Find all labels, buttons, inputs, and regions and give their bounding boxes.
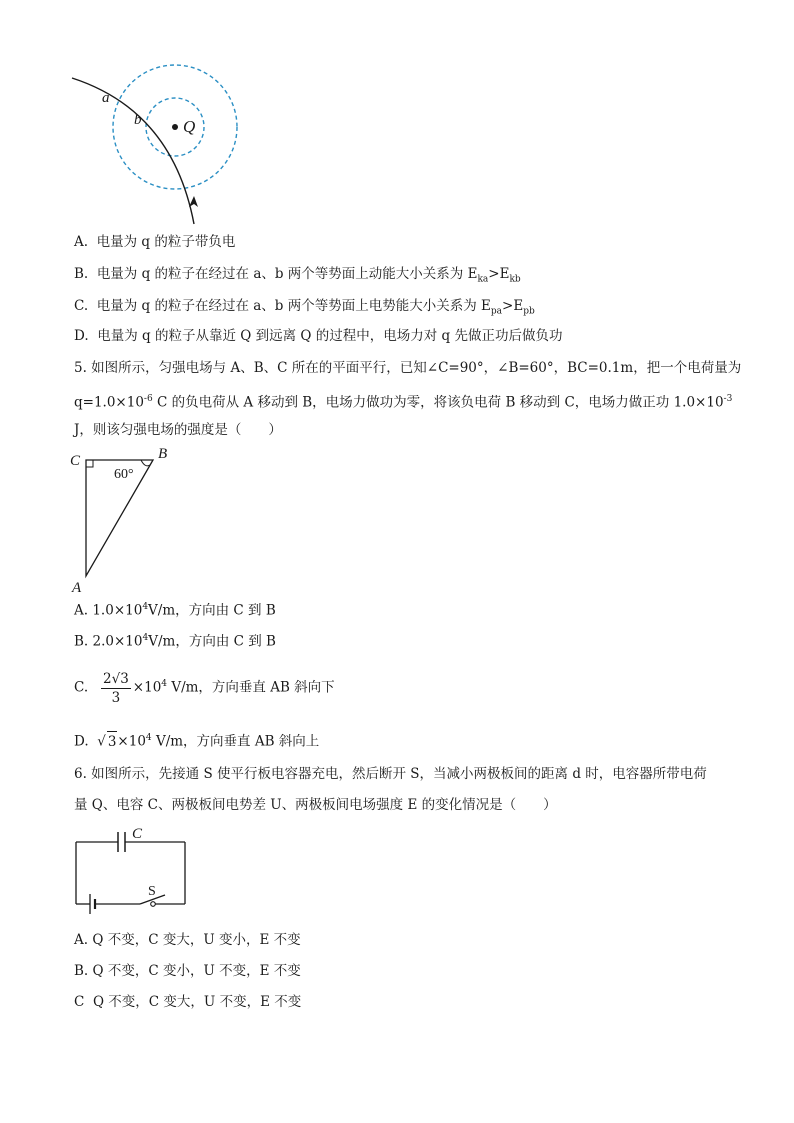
right-triangle-figure	[66, 444, 186, 596]
angle-60-label: 60°	[114, 467, 134, 482]
charge-Q-dot	[172, 124, 178, 130]
equipotential-figure	[60, 60, 250, 230]
q5-option-c: C. $\frac{2√3}{3}$ $\times 10^4$ V/m，方向垂直 AB 斜向下	[74, 670, 335, 706]
right-angle-mark	[86, 460, 93, 467]
particle-trajectory	[72, 78, 194, 224]
q6-option-c: C Q 不变，C 变大，U 不变，E 不变	[74, 994, 302, 1010]
q5-option-d: D. √ $3\times 10^4$ V/m，方向垂直 AB 斜向上	[74, 728, 319, 752]
label-Q: Q	[183, 117, 196, 136]
label-C: C	[70, 453, 81, 469]
q5-option-a: A. $1.0\times 10^4V/m$，方向由 C 到 B	[74, 602, 276, 619]
trajectory-arrow-icon	[189, 196, 198, 207]
q6-option-b: B. Q 不变，C 变小，U 不变，E 不变	[74, 963, 301, 979]
capacitor-circuit-figure	[70, 822, 200, 922]
q5-stem-line3: J，则该匀强电场的强度是（ ）	[74, 422, 282, 438]
q4-option-b: B. 电量为 q 的粒子在经过在 a、b 两个等势面上动能大小关系为 $E_{ka}>E_{kb}$	[74, 266, 521, 285]
switch-contact	[151, 902, 156, 907]
fraction-2sqrt3-over-3: $\frac{2√3}{3}$	[103, 670, 129, 706]
q5-stem-line2: $q=1.0\times 10^{-6}$ C 的负电荷从 A 移动到 B，电场力做功为零，将该负电荷 B 移动到 C，电场力做正功 $1.0\times 10^{-3}$	[74, 394, 733, 411]
label-B: B	[158, 446, 168, 462]
label-A: A	[72, 580, 82, 596]
capacitor-label-C: C	[132, 826, 143, 842]
q5-option-b: B. $2.0\times 10^4V/m$，方向由 C 到 B	[74, 633, 276, 650]
q4-option-c: C. 电量为 q 的粒子在经过在 a、b 两个等势面上电势能大小关系为 $E_{pa}>E_{pb}$	[74, 298, 535, 317]
angle-arc	[141, 460, 150, 466]
label-a: a	[102, 90, 110, 106]
q6-stem-line1: 6. 如图所示，先接通 S 使平行板电容器充电，然后断开 S，当减小两极板间的距离 d 时，电容器所带电荷	[74, 766, 707, 782]
switch-label-S: S	[148, 884, 156, 899]
label-b: b	[134, 112, 142, 128]
q4-option-d: D. 电量为 q 的粒子从靠近 Q 到远离 Q 的过程中，电场力对 q 先做正功后做负功	[74, 328, 563, 344]
q6-stem-line2: 量 Q、电容 C、两极板间电势差 U、两极板间电场强度 E 的变化情况是（ ）	[74, 797, 557, 813]
q5-stem-line1: 5. 如图所示，匀强电场与 A、B、C 所在的平面平行，已知∠C=90°，∠B=60°，BC=0.1m，把一个电荷量为	[74, 360, 742, 376]
q6-option-a: A. Q 不变，C 变大，U 变小，E 不变	[74, 932, 301, 948]
q4-option-a: A. 电量为 q 的粒子带负电	[74, 234, 236, 250]
